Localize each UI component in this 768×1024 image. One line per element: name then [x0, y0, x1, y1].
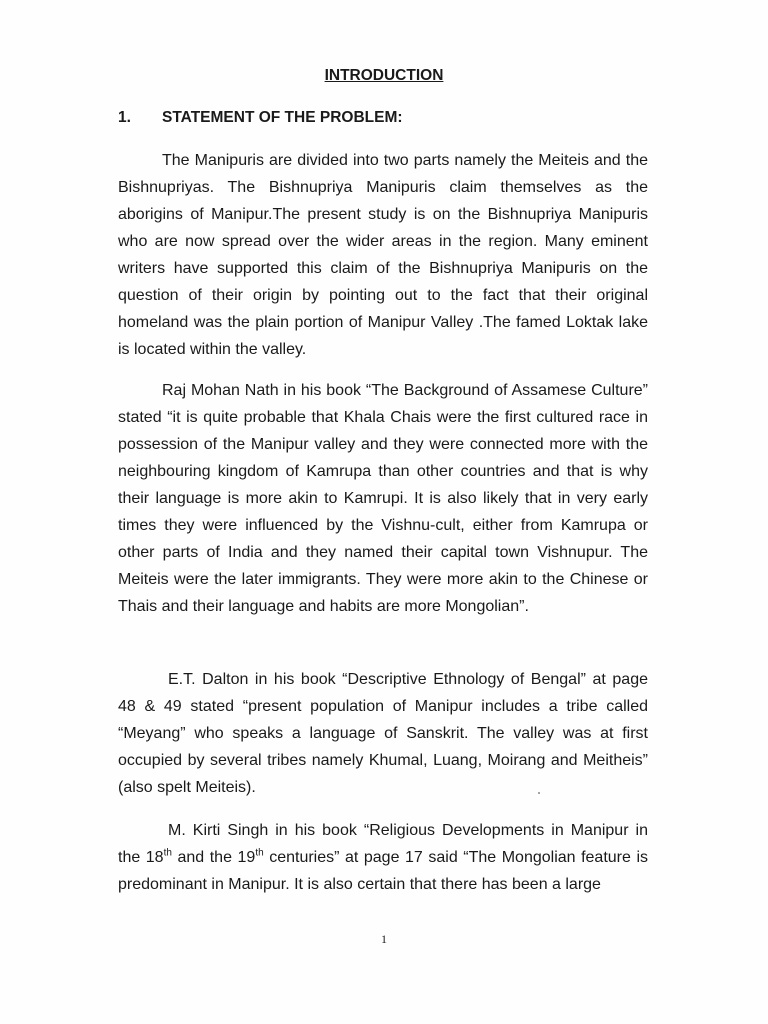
superscript-th-1: th — [163, 847, 172, 859]
paragraph-1: The Manipuris are divided into two parts namely the Meiteis and the Bishnupriyas. The Bishnupriya Manipuris claim themselves as the aborigins of Manipur.The present study is on the Bishnupriya Manipuris who are now spread over the wider areas in the region. Many eminent writers have supported this claim of the Bishnupriya Manipuris on the question of their origin by pointing out to the fact that their original homeland was the plain portion of Manipur Valley .The famed Loktak lake is located within the valley. — [118, 152, 648, 358]
paragraph-4 — [118, 817, 648, 898]
scan-speck — [538, 792, 540, 794]
paragraph-2: Raj Mohan Nath in his book “The Background of Assamese Culture” stated “it is quite probable that Khala Chais were the first cultured race in possession of the Manipur valley and they were connected more with the neighbouring kingdom of Kamrupa than other countries and that is why their language is more akin to Kamrupi. It is also likely that in very early times they were influenced by the Vishnu-cult, either from Kamrupa or other parts of India and they named their capital town Vishnupur. The Meiteis were the later immigrants. They were more akin to the Chinese or Thais and their language and habits are more Mongolian”. — [118, 382, 648, 615]
paragraph-4-part-1: M. Kirti Singh in his book “Religious Developments in Manipur in the 18 — [118, 822, 648, 866]
paragraph-3: E.T. Dalton in his book “Descriptive Ethnology of Bengal” at page 48 & 49 stated “present population of Manipur includes a tribe called “Meyang” who speaks a language of Sanskrit. The valley was at first occupied by several tribes namely Khumal, Luang, Moirang and Meitheis” (also spelt Meiteis). — [118, 671, 648, 796]
section-title: STATEMENT OF THE PROBLEM: — [162, 109, 403, 126]
paragraph-4-part-3: centuries” at page 17 said “The Mongolian feature is predominant in Manipur. It is also certain that there has been a large — [118, 849, 649, 893]
document-title — [0, 66, 768, 86]
section-heading — [118, 108, 403, 128]
paragraph-4-part-2: and the 19 — [171, 849, 256, 866]
section-number: 1. — [118, 109, 131, 126]
superscript-th-2: th — [255, 847, 264, 859]
document-title-text: INTRODUCTION — [324, 67, 444, 84]
page-number: 1 — [381, 932, 387, 946]
